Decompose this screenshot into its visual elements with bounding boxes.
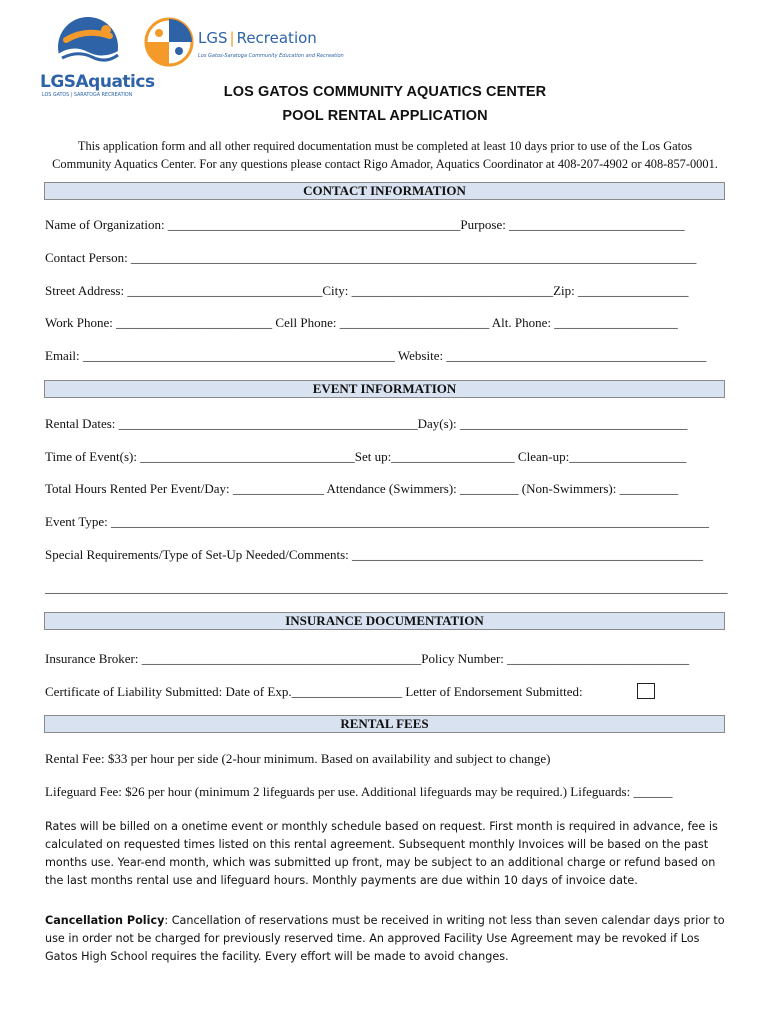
recreation-brand-b: Recreation <box>236 29 317 47</box>
recreation-emblem-icon <box>144 17 194 67</box>
page-title: LOS GATOS COMMUNITY AQUATICS CENTER <box>223 84 547 100</box>
rental-fee-text: Rental Fee: $33 per hour per side (2-hour minimum. Based on availability and subject to change) <box>45 751 551 766</box>
contact-person-field[interactable]: Contact Person: _______________________________________________________________________________________ <box>45 250 697 265</box>
insurance-broker-field[interactable]: Insurance Broker: ___________________________________________Policy Number: ____________________________ <box>45 651 690 666</box>
comments-blank-line[interactable]: _________________________________________________________________________________________________________ <box>45 580 728 595</box>
hours-attendance-field[interactable]: Total Hours Rented Per Event/Day: ______________ Attendance (Swimmers): _________ (Non-Swimmers): _________ <box>45 481 679 496</box>
certificate-field[interactable]: Certificate of Liability Submitted: Date of Exp._________________ Letter of Endorsement Submitted: <box>45 684 583 699</box>
billing-paragraph: Rates will be billed on a onetime event or monthly schedule based on request. First month is required in advance, fee is calculated on requested times listed on this rental agreement. Subsequent monthly Invoices will be based on the past months use. Year-end month, which was submitted up front, may be subject to an additional charge or refund based on the last months rental use and lifeguard hours. Monthly payments are due within 10 days of invoice date. <box>45 820 718 887</box>
rental-dates-field[interactable]: Rental Dates: ______________________________________________Day(s): ___________________________________ <box>45 416 688 431</box>
email-field[interactable]: Email: ________________________________________________ Website: ________________________________________ <box>45 348 707 363</box>
swimmer-icon <box>38 16 142 78</box>
insurance-section-header: INSURANCE DOCUMENTATION <box>44 612 725 630</box>
cancellation-text: : Cancellation of reservations must be received in writing not less than seven calendar days prior to use in order not be charged for previously reserved time. An approved Facility Use Agreement may be revoked if Los Gatos High School requires the facility. Every effort will be made to avoid changes. <box>45 914 725 963</box>
lgs-recreation-logo: LGS | Recreation Los Gatos-Saratoga Community Education and Recreation <box>144 17 384 67</box>
fees-section-header: RENTAL FEES <box>44 715 725 733</box>
cancellation-label: Cancellation Policy <box>45 914 165 927</box>
organization-field[interactable]: Name of Organization: _____________________________________________Purpose: ___________________________ <box>45 217 685 232</box>
address-field[interactable]: Street Address: ______________________________City: _______________________________Zip: _________________ <box>45 283 689 298</box>
lifeguard-fee-text: Lifeguard Fee: $26 per hour (minimum 2 lifeguards per use. Additional lifeguards may be required.) Lifeguards: ______ <box>45 784 673 799</box>
recreation-tagline: Los Gatos-Saratoga Community Education and Recreation <box>198 53 344 59</box>
phone-fields[interactable]: Work Phone: ________________________ Cell Phone: _______________________ Alt. Phone: ___________________ <box>45 315 678 330</box>
event-section-header: EVENT INFORMATION <box>44 380 725 398</box>
cancellation-paragraph <box>45 912 727 966</box>
intro-line-2: Community Aquatics Center. For any questions please contact Rigo Amador, Aquatics Coordinator at 408-207-4902 or 408-857-0001. <box>52 157 718 171</box>
page-subtitle: POOL RENTAL APPLICATION <box>282 108 488 124</box>
special-requirements-field[interactable]: Special Requirements/Type of Set-Up Needed/Comments: ______________________________________________________ <box>45 547 704 562</box>
aquatics-logo-sub: LOS GATOS | SARATOGA RECREATION <box>42 93 133 98</box>
event-times-field[interactable]: Time of Event(s): _________________________________Set up:___________________ Clean-up:__________________ <box>45 449 687 464</box>
aquatics-logo-name: LGSAquatics <box>40 72 155 92</box>
intro-line-1: This application form and all other required documentation must be completed at least 10 days prior to use of the Los Gatos <box>77 139 693 153</box>
event-type-field[interactable]: Event Type: ____________________________________________________________________________________________ <box>45 514 710 529</box>
contact-section-header: CONTACT INFORMATION <box>44 182 725 200</box>
recreation-brand-a: LGS <box>198 29 228 47</box>
endorsement-checkbox[interactable] <box>637 683 655 699</box>
